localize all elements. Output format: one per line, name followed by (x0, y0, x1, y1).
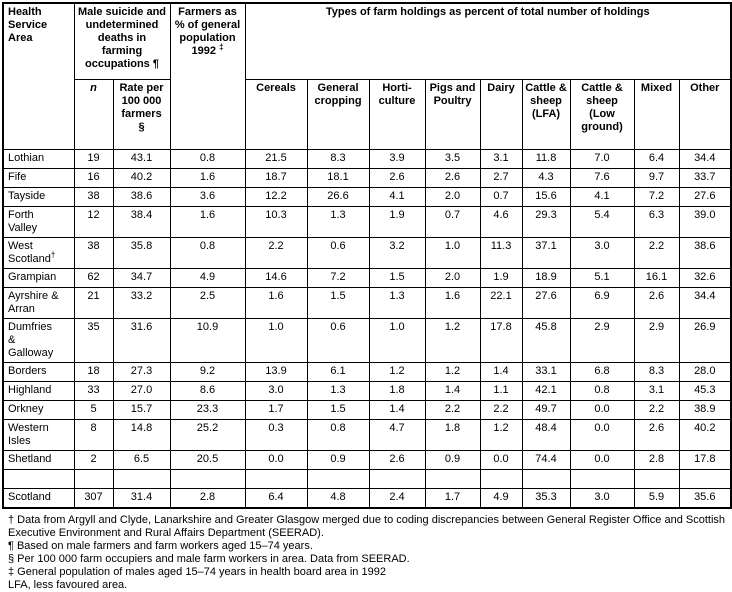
value-cell: 38 (74, 237, 113, 268)
value-cell: 25.2 (170, 419, 245, 450)
col-header-horticulture: Horti-culture (369, 79, 425, 149)
value-cell: 38 (74, 187, 113, 206)
value-cell: 2.5 (170, 287, 245, 318)
col-header-cattle-sheep-low-ground: Cattle & sheep (Low ground) (570, 79, 634, 149)
area-cell: Forth Valley (3, 206, 74, 237)
value-cell: 2.7 (480, 168, 522, 187)
value-cell: 17.8 (480, 318, 522, 362)
value-cell: 1.6 (425, 287, 480, 318)
value-cell: 5.4 (570, 206, 634, 237)
value-cell: 34.7 (113, 268, 170, 287)
col-header-rate (113, 79, 170, 149)
footnote-dagger: † Data from Argyll and Clyde, Lanarkshire and Greater Glasgow merged due to coding discrepancies between General Register Office and Scottish Executive Environment and Rural Affairs Department (SEERAD). (8, 513, 726, 539)
value-cell: 4.9 (170, 268, 245, 287)
value-cell: 32.6 (679, 268, 731, 287)
value-cell: 27.0 (113, 381, 170, 400)
area-cell: West Scotland† (3, 237, 74, 268)
value-cell: 1.2 (369, 362, 425, 381)
value-cell: 1.7 (245, 400, 307, 419)
col-header-cereals: Cereals (245, 79, 307, 149)
value-cell: 1.3 (369, 287, 425, 318)
value-cell: 4.1 (570, 187, 634, 206)
value-cell: 6.3 (634, 206, 679, 237)
value-cell: 8.6 (170, 381, 245, 400)
value-cell: 33.1 (522, 362, 570, 381)
value-cell: 62 (74, 268, 113, 287)
table-row (3, 268, 731, 287)
value-cell: 1.6 (170, 168, 245, 187)
table-row (3, 419, 731, 450)
value-cell: 4.1 (369, 187, 425, 206)
footnote-pilcrow: ¶ Based on male farmers and farm workers aged 15–74 years. (8, 539, 313, 552)
value-cell (522, 469, 570, 488)
value-cell: 2.2 (245, 237, 307, 268)
footnote-lfa: LFA, less favoured area. (8, 578, 128, 591)
value-cell: 18.9 (522, 268, 570, 287)
value-cell: 2.9 (634, 318, 679, 362)
table-row (3, 469, 731, 488)
value-cell: 33 (74, 381, 113, 400)
value-cell: 1.9 (480, 268, 522, 287)
value-cell: 22.1 (480, 287, 522, 318)
value-cell: 37.1 (522, 237, 570, 268)
area-cell: Scotland (3, 488, 74, 508)
value-cell: 0.9 (425, 450, 480, 469)
value-cell: 2.2 (425, 400, 480, 419)
value-cell: 26.6 (307, 187, 369, 206)
area-footnote-mark: † (50, 249, 56, 259)
value-cell: 26.9 (679, 318, 731, 362)
value-cell: 7.0 (570, 149, 634, 168)
table-row (3, 149, 731, 168)
value-cell: 1.0 (425, 237, 480, 268)
table-row (3, 381, 731, 400)
value-cell: 1.4 (480, 362, 522, 381)
value-cell: 2.6 (369, 450, 425, 469)
value-cell: 1.0 (245, 318, 307, 362)
value-cell: 3.1 (480, 149, 522, 168)
col-header-other: Other (679, 79, 731, 149)
col-header-mixed: Mixed (634, 79, 679, 149)
value-cell: 0.7 (425, 206, 480, 237)
value-cell: 1.8 (425, 419, 480, 450)
value-cell: 1.2 (425, 362, 480, 381)
value-cell: 29.3 (522, 206, 570, 237)
value-cell: 0.6 (307, 237, 369, 268)
value-cell: 0.9 (307, 450, 369, 469)
table-row (3, 237, 731, 268)
value-cell: 4.7 (369, 419, 425, 450)
footnote-section: § Per 100 000 farm occupiers and male farm workers in area. Data from SEERAD. (8, 552, 410, 565)
value-cell: 2.9 (570, 318, 634, 362)
value-cell: 3.0 (570, 237, 634, 268)
value-cell: 8.3 (307, 149, 369, 168)
value-cell: 2.6 (634, 287, 679, 318)
value-cell (170, 469, 245, 488)
area-cell: Lothian (3, 149, 74, 168)
farmers-percent-footnote-mark: ‡ (219, 42, 224, 52)
col-header-n: n (74, 79, 113, 149)
value-cell: 4.8 (307, 488, 369, 508)
table-row (3, 450, 731, 469)
value-cell: 1.6 (245, 287, 307, 318)
value-cell: 0.8 (570, 381, 634, 400)
value-cell: 2.4 (369, 488, 425, 508)
value-cell: 27.6 (679, 187, 731, 206)
value-cell: 35.6 (679, 488, 731, 508)
value-cell: 1.5 (307, 287, 369, 318)
value-cell: 42.1 (522, 381, 570, 400)
value-cell: 38.6 (113, 187, 170, 206)
value-cell: 11.8 (522, 149, 570, 168)
value-cell: 0.8 (170, 149, 245, 168)
value-cell (113, 469, 170, 488)
value-cell: 38.4 (113, 206, 170, 237)
col-header-cattle-sheep-lfa: Cattle & sheep (LFA) (522, 79, 570, 149)
value-cell: 8.3 (634, 362, 679, 381)
value-cell: 1.9 (369, 206, 425, 237)
value-cell: 2.2 (634, 237, 679, 268)
value-cell: 27.6 (522, 287, 570, 318)
col-header-farmers-percent-label: Farmers as % of general population 1992 (174, 6, 241, 57)
col-group-holding-types: Types of farm holdings as percent of total number of holdings (245, 3, 731, 79)
value-cell: 0.6 (307, 318, 369, 362)
table-row (3, 400, 731, 419)
value-cell: 48.4 (522, 419, 570, 450)
value-cell: 49.7 (522, 400, 570, 419)
value-cell: 1.3 (307, 206, 369, 237)
value-cell: 3.0 (245, 381, 307, 400)
value-cell: 1.2 (480, 419, 522, 450)
farm-suicide-holdings-table (2, 2, 732, 509)
value-cell: 1.0 (369, 318, 425, 362)
value-cell: 12.2 (245, 187, 307, 206)
value-cell: 45.3 (679, 381, 731, 400)
value-cell: 74.4 (522, 450, 570, 469)
value-cell (634, 469, 679, 488)
table-row (3, 168, 731, 187)
value-cell: 1.5 (369, 268, 425, 287)
value-cell: 3.5 (425, 149, 480, 168)
value-cell: 0.3 (245, 419, 307, 450)
value-cell: 4.9 (480, 488, 522, 508)
value-cell: 1.4 (369, 400, 425, 419)
value-cell: 0.7 (480, 187, 522, 206)
value-cell: 3.9 (369, 149, 425, 168)
value-cell: 1.6 (170, 206, 245, 237)
area-cell: Orkney (3, 400, 74, 419)
table-row (3, 287, 731, 318)
area-cell (3, 469, 74, 488)
value-cell: 7.2 (634, 187, 679, 206)
value-cell: 3.1 (634, 381, 679, 400)
value-cell: 2.0 (425, 187, 480, 206)
value-cell: 18.7 (245, 168, 307, 187)
value-cell: 3.6 (170, 187, 245, 206)
value-cell: 2.6 (634, 419, 679, 450)
value-cell: 20.5 (170, 450, 245, 469)
area-cell: Grampian (3, 268, 74, 287)
value-cell: 1.1 (480, 381, 522, 400)
value-cell: 2.8 (634, 450, 679, 469)
value-cell: 0.0 (570, 400, 634, 419)
value-cell: 2.2 (480, 400, 522, 419)
footnote-double-dagger: ‡ General population of males aged 15–74 years in health board area in 1992 (8, 565, 386, 578)
value-cell: 31.6 (113, 318, 170, 362)
value-cell: 10.3 (245, 206, 307, 237)
value-cell: 6.4 (634, 149, 679, 168)
value-cell: 0.0 (570, 419, 634, 450)
value-cell: 40.2 (679, 419, 731, 450)
value-cell: 27.3 (113, 362, 170, 381)
value-cell: 6.9 (570, 287, 634, 318)
value-cell: 28.0 (679, 362, 731, 381)
table-row (3, 187, 731, 206)
value-cell: 1.8 (369, 381, 425, 400)
value-cell: 33.7 (679, 168, 731, 187)
value-cell: 5.1 (570, 268, 634, 287)
value-cell (570, 469, 634, 488)
value-cell: 34.4 (679, 149, 731, 168)
value-cell: 43.1 (113, 149, 170, 168)
value-cell: 39.0 (679, 206, 731, 237)
value-cell: 7.2 (307, 268, 369, 287)
col-header-rate-label: Rate per 100 000 farmers (119, 81, 164, 120)
col-header-dairy: Dairy (480, 79, 522, 149)
value-cell: 16.1 (634, 268, 679, 287)
header-sub-row (3, 79, 731, 149)
value-cell (480, 469, 522, 488)
col-header-farmers-percent (170, 3, 245, 149)
value-cell: 6.1 (307, 362, 369, 381)
value-cell: 4.6 (480, 206, 522, 237)
value-cell: 1.2 (425, 318, 480, 362)
value-cell: 21 (74, 287, 113, 318)
value-cell: 2.0 (425, 268, 480, 287)
value-cell: 1.4 (425, 381, 480, 400)
col-group-male-suicide: Male suicide and undetermined deaths in farming occupations ¶ (74, 3, 170, 79)
value-cell: 0.0 (570, 450, 634, 469)
table-row (3, 362, 731, 381)
value-cell: 0.0 (480, 450, 522, 469)
value-cell: 34.4 (679, 287, 731, 318)
col-header-general-cropping: General cropping (307, 79, 369, 149)
value-cell: 6.8 (570, 362, 634, 381)
table-row (3, 488, 731, 508)
value-cell: 1.7 (425, 488, 480, 508)
value-cell: 3.2 (369, 237, 425, 268)
value-cell: 13.9 (245, 362, 307, 381)
value-cell: 16 (74, 168, 113, 187)
value-cell: 307 (74, 488, 113, 508)
value-cell: 38.9 (679, 400, 731, 419)
area-cell: Highland (3, 381, 74, 400)
value-cell: 14.6 (245, 268, 307, 287)
value-cell: 35.8 (113, 237, 170, 268)
value-cell: 15.6 (522, 187, 570, 206)
value-cell: 18 (74, 362, 113, 381)
value-cell: 5.9 (634, 488, 679, 508)
value-cell: 9.7 (634, 168, 679, 187)
value-cell: 8 (74, 419, 113, 450)
value-cell: 3.0 (570, 488, 634, 508)
area-cell: Tayside (3, 187, 74, 206)
value-cell: 1.3 (307, 381, 369, 400)
value-cell (369, 469, 425, 488)
value-cell: 38.6 (679, 237, 731, 268)
value-cell: 45.8 (522, 318, 570, 362)
value-cell: 2 (74, 450, 113, 469)
area-cell: Dumfries & Galloway (3, 318, 74, 362)
table-body (3, 149, 731, 508)
value-cell: 0.8 (307, 419, 369, 450)
value-cell: 0.8 (170, 237, 245, 268)
value-cell: 15.7 (113, 400, 170, 419)
footnotes (8, 514, 730, 592)
value-cell: 6.4 (245, 488, 307, 508)
rate-footnote-mark: § (138, 120, 145, 133)
value-cell: 9.2 (170, 362, 245, 381)
col-header-health-service-area: Health Service Area (3, 3, 74, 149)
value-cell: 7.6 (570, 168, 634, 187)
value-cell (307, 469, 369, 488)
value-cell: 14.8 (113, 419, 170, 450)
value-cell: 11.3 (480, 237, 522, 268)
value-cell: 23.3 (170, 400, 245, 419)
value-cell: 6.5 (113, 450, 170, 469)
value-cell: 31.4 (113, 488, 170, 508)
value-cell: 2.6 (369, 168, 425, 187)
value-cell: 0.0 (245, 450, 307, 469)
value-cell: 40.2 (113, 168, 170, 187)
value-cell: 21.5 (245, 149, 307, 168)
value-cell: 33.2 (113, 287, 170, 318)
value-cell: 18.1 (307, 168, 369, 187)
value-cell: 35.3 (522, 488, 570, 508)
value-cell (74, 469, 113, 488)
table-row (3, 318, 731, 362)
area-cell: Shetland (3, 450, 74, 469)
col-header-pigs-poultry: Pigs and Poultry (425, 79, 480, 149)
value-cell: 10.9 (170, 318, 245, 362)
area-cell: Borders (3, 362, 74, 381)
value-cell: 2.2 (634, 400, 679, 419)
area-cell: Western Isles (3, 419, 74, 450)
value-cell: 35 (74, 318, 113, 362)
value-cell: 5 (74, 400, 113, 419)
value-cell: 19 (74, 149, 113, 168)
value-cell: 2.6 (425, 168, 480, 187)
table-row (3, 206, 731, 237)
value-cell: 17.8 (679, 450, 731, 469)
value-cell: 4.3 (522, 168, 570, 187)
value-cell (425, 469, 480, 488)
value-cell: 12 (74, 206, 113, 237)
header-group-row (3, 3, 731, 79)
value-cell: 1.5 (307, 400, 369, 419)
area-cell: Fife (3, 168, 74, 187)
area-cell: Ayrshire & Arran (3, 287, 74, 318)
value-cell (679, 469, 731, 488)
value-cell (245, 469, 307, 488)
value-cell: 2.8 (170, 488, 245, 508)
